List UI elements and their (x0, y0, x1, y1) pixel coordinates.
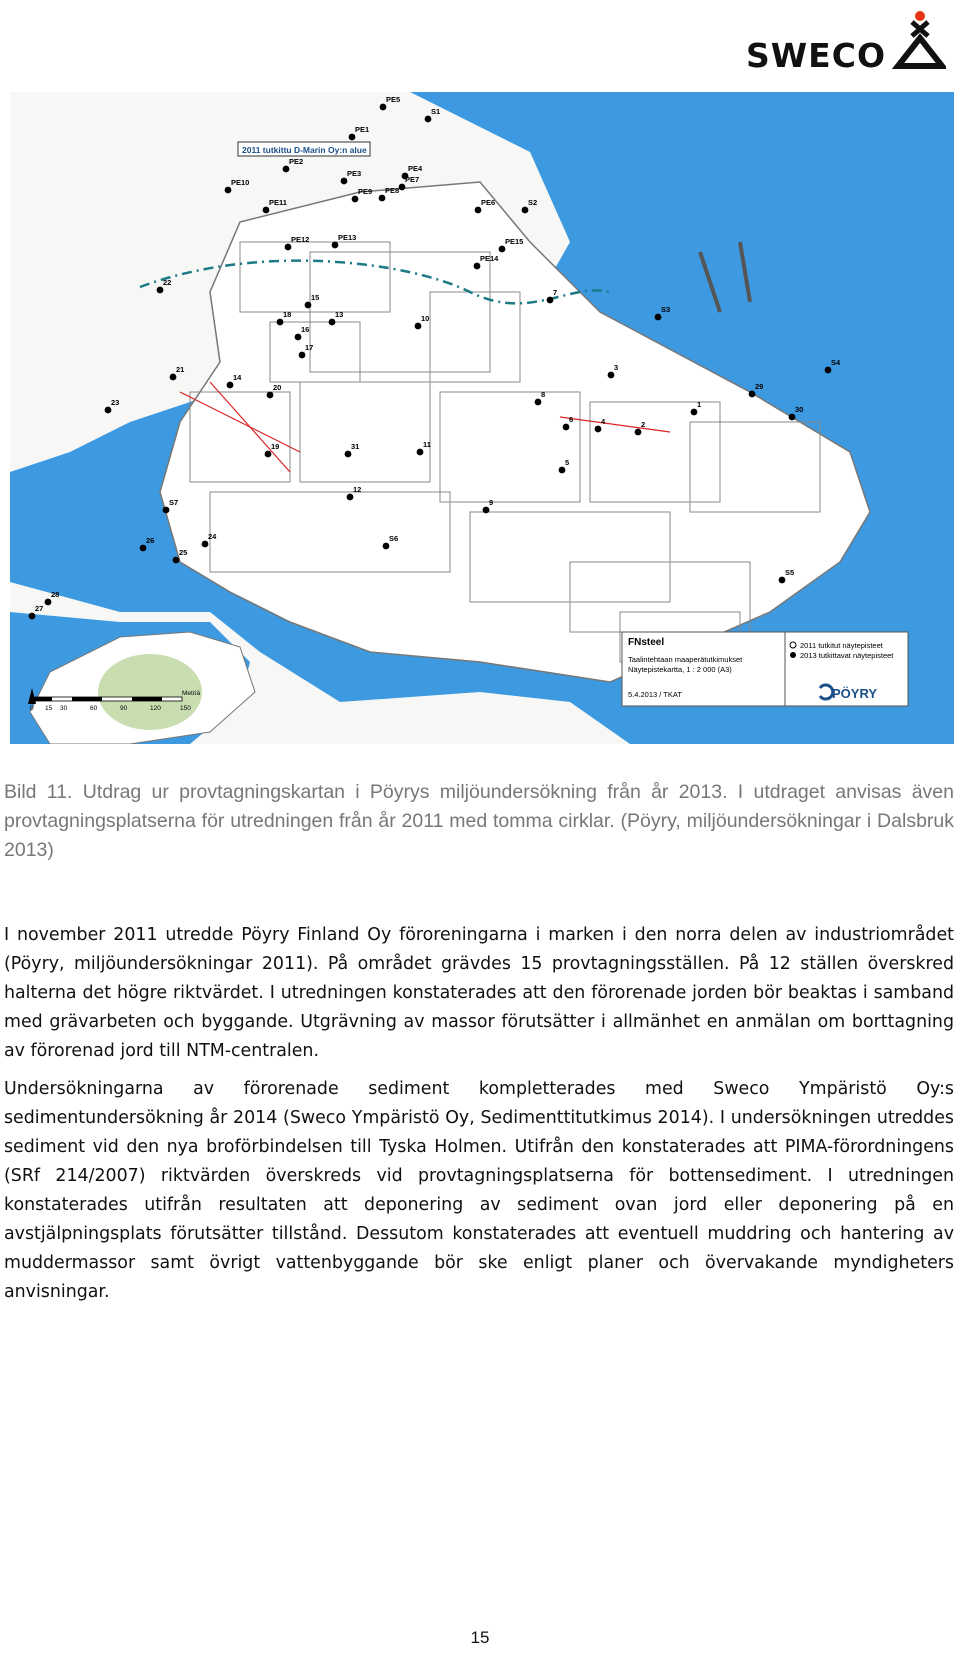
sample-point (535, 399, 542, 406)
sample-point-label: PE1 (355, 125, 370, 134)
sample-point-label: 14 (233, 373, 242, 382)
sample-point (202, 541, 209, 548)
sample-point-label: PE9 (358, 187, 373, 196)
sample-point-label: 2 (641, 420, 646, 429)
sample-point (29, 613, 36, 620)
sample-point-label: PE4 (408, 164, 423, 173)
legend-item-2011: 2011 tutkitut näytepisteet (800, 641, 883, 650)
sample-point-label: 4 (601, 417, 606, 426)
sample-point (379, 195, 386, 202)
page-number: 15 (470, 1628, 490, 1647)
sample-point-label: 19 (271, 442, 280, 451)
paragraph-2: Undersökningarna av förorenade sediment kompletterades med Sweco Ympäristö Oy:s sedimentundersökning år 2014 (Sweco Ympäristö Oy, Sedimenttitutkimus 2014). I undersökningen utreddes sediment vid den nya broförbindelsen till Tyska Holmen. Utifrån den konstaterades att PIMA-förordningens (SRf 214/2007) riktvärden överskreds vid provtagningsplatserna för bottensediment. I utredningen konstaterades utifrån resultaten att deponering av sediment ovan jord eller deponering på en avstjälpningsplats förutsätter tillstånd. Dessutom konstaterades att eventuell muddring och hantering av muddermassor samt övrigt vattenbyggande bör ske enligt planer och övervakande myndigheters anvisningar. (4, 1079, 954, 1302)
sample-point-label: S2 (528, 198, 538, 207)
sample-point (415, 323, 422, 330)
sample-point (157, 287, 164, 294)
sample-point (608, 372, 615, 379)
legend-date: 5.4.2013 / TKAT (628, 690, 682, 699)
sample-point-label: 23 (111, 398, 120, 407)
sample-point (345, 451, 352, 458)
scale-tick-label: 60 (90, 705, 98, 712)
sample-point-label: S6 (389, 534, 399, 543)
sample-point-label: 26 (146, 536, 155, 545)
sample-point (277, 319, 284, 326)
sample-point (140, 545, 147, 552)
sample-point-label: S3 (661, 305, 671, 314)
sample-point (522, 207, 529, 214)
map-legend (622, 632, 908, 706)
sample-point (425, 116, 432, 123)
sample-point (305, 302, 312, 309)
sample-point-label: 10 (421, 314, 430, 323)
legend-title: FNsteel (628, 637, 665, 648)
sample-point-label: 22 (163, 278, 172, 287)
sample-point (45, 599, 52, 606)
sample-point (263, 207, 270, 214)
sample-point-label: PE11 (269, 198, 287, 207)
sample-point-label: 28 (51, 590, 60, 599)
scale-tick-label: 90 (120, 705, 128, 712)
sample-point-label: PE7 (405, 175, 420, 184)
sample-point-label: 6 (569, 415, 574, 424)
sample-point-label: 12 (353, 485, 362, 494)
sampling-map (10, 92, 954, 744)
sample-point-label: S4 (831, 358, 841, 367)
sample-point (265, 451, 272, 458)
sample-point (399, 184, 406, 191)
scale-tick-label: 120 (150, 705, 161, 712)
sample-point-label: PE10 (231, 178, 250, 187)
scale-tick-label: 15 (45, 705, 53, 712)
sample-point (352, 196, 359, 203)
scale-tick-label: 150 (180, 705, 191, 712)
legend-line1: Taalintehtaan maaperätutkimukset (628, 655, 743, 664)
sample-point-label: 5 (565, 458, 570, 467)
sample-point-label: PE8 (385, 186, 400, 195)
sample-point (474, 263, 481, 270)
sample-point-label: 11 (423, 440, 431, 449)
sample-point (341, 178, 348, 185)
sample-point (499, 246, 506, 253)
sample-point (380, 104, 387, 111)
sample-point (105, 407, 112, 414)
sample-point (285, 244, 292, 251)
sample-point-label: PE12 (291, 235, 310, 244)
sweco-figure-icon (890, 8, 946, 70)
sample-point-label: S5 (785, 568, 795, 577)
sample-point (267, 392, 274, 399)
sample-point-label: PE6 (481, 198, 496, 207)
scale-tick-label: 30 (60, 705, 68, 712)
sample-point-label: PE14 (480, 254, 499, 263)
sample-point-label: 1 (697, 400, 702, 409)
sample-point-label: 20 (273, 383, 282, 392)
sample-point-label: 27 (35, 604, 44, 613)
sample-point-label: PE2 (289, 157, 304, 166)
sweco-logo (734, 8, 954, 75)
sample-point (563, 424, 570, 431)
sample-point (749, 391, 756, 398)
sample-point-label: 8 (541, 390, 546, 399)
sample-point (547, 297, 554, 304)
sample-point-label: PE5 (386, 95, 401, 104)
sample-point-label: S1 (431, 107, 441, 116)
sample-point (349, 134, 356, 141)
sample-point (595, 426, 602, 433)
sample-point (295, 334, 302, 341)
sample-point (475, 207, 482, 214)
scale-tick-label: 0 (30, 705, 34, 712)
sample-point (559, 467, 566, 474)
sample-point (170, 374, 177, 381)
sample-point (283, 166, 290, 173)
sample-point (417, 449, 424, 456)
sample-point (173, 557, 180, 564)
sample-point (483, 507, 490, 514)
sample-point-label: PE13 (338, 233, 357, 242)
sample-point-label: 25 (179, 548, 188, 557)
scale-label: Metriä (182, 690, 201, 697)
sample-point (347, 494, 354, 501)
paragraph-1: I november 2011 utredde Pöyry Finland Oy föroreningarna i marken i den norra delen av industriområdet (Pöyry, miljöundersökningar 2011). På området grävdes 15 provtagningsställen. På 12 ställen överskred halterna det högre riktvärdet. I utredningen konstaterades att den förorenade jorden bör beaktas i samband med grävarbeten och byggande. Utgrävning av massor förutsätter i allmänhet en anmälan om borttagning av förorenad jord till NTM-centralen. (4, 925, 954, 1061)
sample-point-label: 17 (305, 343, 314, 352)
sample-point (635, 429, 642, 436)
sample-point-label: PE3 (347, 169, 362, 178)
sample-point (779, 577, 786, 584)
sample-point (691, 409, 698, 416)
legend-brand: PÖYRY (832, 686, 878, 701)
sample-point (163, 507, 170, 514)
sample-point-label: 24 (208, 532, 217, 541)
legend-item-2013: 2013 tutkittavat näytepisteet (800, 651, 894, 660)
study-area-label: 2011 tutkittu D-Marin Oy:n alue (242, 145, 367, 155)
sample-point-label: PE15 (505, 237, 524, 246)
sample-point (655, 314, 662, 321)
sample-point-label: 31 (351, 442, 360, 451)
sample-point (332, 242, 339, 249)
sample-point (789, 414, 796, 421)
sample-point (329, 319, 336, 326)
sample-point-label: 30 (795, 405, 804, 414)
sample-point-label: 9 (489, 498, 494, 507)
legend-line2: Näytepistekartta, 1 : 2 000 (A3) (628, 665, 732, 674)
sample-point-label: 16 (301, 325, 310, 334)
sample-point-label: 7 (553, 288, 558, 297)
sample-point-label: 3 (614, 363, 619, 372)
sample-point (299, 352, 306, 359)
sample-point (225, 187, 232, 194)
sample-point-label: 13 (335, 310, 344, 319)
sample-point-label: S7 (169, 498, 179, 507)
sample-point (227, 382, 234, 389)
sample-point-label: 29 (755, 382, 764, 391)
figure-caption: Bild 11. Utdrag ur provtagningskartan i Pöyrys miljöundersökning från år 2013. I utdraget anvisas även provtagningsplatserna för utredningen från år 2011 med tomma cirklar. (Pöyry, miljöundersökningar i Dalsbruk 2013) (4, 781, 954, 861)
sample-point-label: 15 (311, 293, 320, 302)
logo-text: SWECO (746, 36, 886, 75)
sample-point-label: 21 (176, 365, 185, 374)
sample-point (825, 367, 832, 374)
sample-point-label: 18 (283, 310, 292, 319)
sample-point (383, 543, 390, 550)
